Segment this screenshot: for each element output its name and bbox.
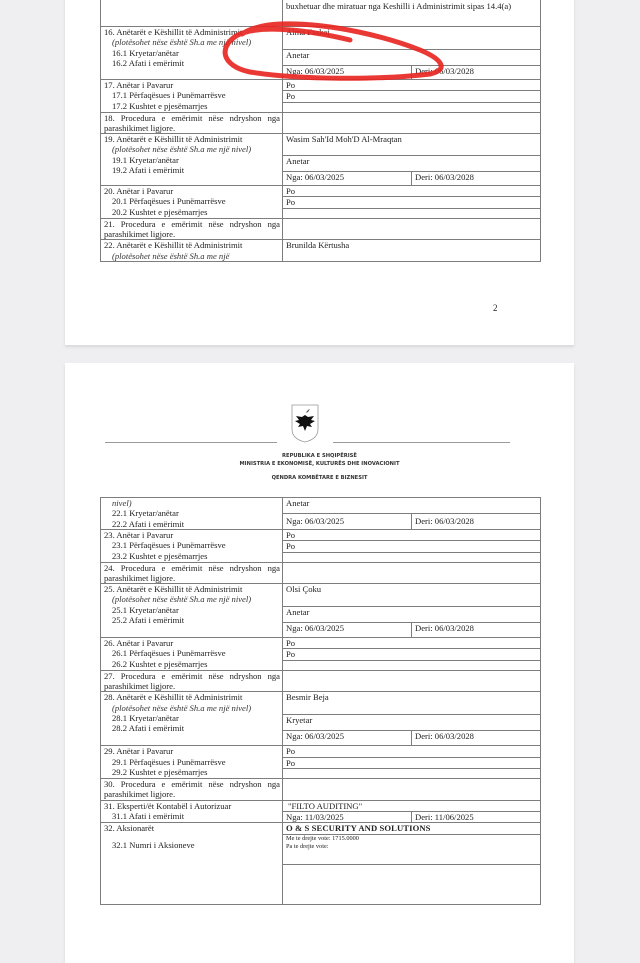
procedure-label: 18. Procedura e emërimit nëse ndryshon nga parashikimet ligjore. xyxy=(101,112,283,134)
term-end: Deri: 06/03/2028 xyxy=(412,623,541,638)
table-row xyxy=(101,240,541,262)
table-row xyxy=(101,186,541,197)
term-end: Deri: 06/03/2028 xyxy=(412,731,541,746)
procedure-value xyxy=(283,670,541,692)
shareholders-label: 32. Aksionarët 32.1 Numri i Aksioneve xyxy=(101,823,283,905)
auditor-name: "FILTO AUDITING" xyxy=(283,800,541,811)
independent-member-label: 29. Anëtar i Pavarur 29.1 Përfaqësues i Punëmarrësve 29.2 Kushtet e pjesëmarrjes xyxy=(101,746,283,779)
board-member-name: Besmir Beja xyxy=(283,692,541,715)
procedure-value xyxy=(283,562,541,584)
board-member-label: 28. Anëtarët e Këshillit të Administrimit (plotësohet nëse është Sh.a me një nivel) 28.1 Kryetar/anëtar 28.2 Afati i emërimit xyxy=(101,692,283,746)
employee-rep-value: Po xyxy=(283,91,541,102)
participation-terms-value xyxy=(283,768,541,778)
company-details-table xyxy=(100,497,541,905)
board-member-name: Alma Faskaj xyxy=(283,27,541,50)
table-row xyxy=(101,692,541,715)
table-row xyxy=(101,823,541,835)
participation-terms-value xyxy=(283,660,541,670)
board-member-name: Wasim Sah'Id Moh'D Al-Mraqtan xyxy=(283,134,541,156)
table-row xyxy=(101,27,541,50)
employee-rep-value: Po xyxy=(283,197,541,208)
board-member-label: 16. Anëtarët e Këshillit të Administrimit (plotësohet nëse është Sh.a me një nivel) 16.1 Kryetar/anëtar 16.2 Afati i emërimit xyxy=(101,27,283,80)
shareholder-name: O & S SECURITY AND SOLUTIONS xyxy=(283,823,541,835)
independent-value: Po xyxy=(283,638,541,649)
term-end: Deri: 06/03/2028 xyxy=(412,172,541,186)
term-start: Nga: 06/03/2025 xyxy=(283,66,412,80)
table-row xyxy=(101,530,541,541)
employee-rep-value: Po xyxy=(283,757,541,768)
non-voting-shares: Pa te drejte vote: xyxy=(286,842,329,850)
header-country: REPUBLIKA E SHQIPËRISË xyxy=(282,453,357,459)
board-member-label: nivel) 22.1 Kryetar/anëtar 22.2 Afati i emërimit xyxy=(101,498,283,530)
table-row xyxy=(101,0,541,27)
employee-rep-value: Po xyxy=(283,649,541,660)
independent-value: Po xyxy=(283,186,541,197)
independent-value: Po xyxy=(283,746,541,757)
term-start: Nga: 06/03/2025 xyxy=(283,623,412,638)
document-page-2 xyxy=(65,0,574,345)
independent-member-label: 20. Anëtar i Pavarur 20.1 Përfaqësues i Punëmarrësve 20.2 Kushtet e pjesëmarrjes xyxy=(101,186,283,219)
board-member-label: 25. Anëtarët e Këshillit të Administrimit (plotësohet nëse është Sh.a me një nivel) 25.1 Kryetar/anëtar 25.2 Afati i emërimit xyxy=(101,584,283,638)
header-ministry: MINISTRIA E EKONOMISË, KULTURËS DHE INOVACIONIT xyxy=(239,461,400,467)
term-start: Nga: 06/03/2025 xyxy=(283,514,412,530)
board-member-role: Anetar xyxy=(283,607,541,623)
table-row xyxy=(101,562,541,584)
board-member-role: Anetar xyxy=(283,498,541,514)
participation-terms-value xyxy=(283,208,541,218)
independent-value: Po xyxy=(283,80,541,91)
table-row xyxy=(101,112,541,134)
board-member-name: Olsi Çoku xyxy=(283,584,541,607)
table-row xyxy=(101,134,541,156)
table-row xyxy=(101,670,541,692)
header-rule-left xyxy=(105,442,277,443)
term-end: Deri: 06/03/2028 xyxy=(412,514,541,530)
procedure-value xyxy=(283,218,541,240)
table-row xyxy=(101,584,541,607)
voting-shares: Me te drejte vote: 1715.0000 xyxy=(286,835,359,843)
procedure-value xyxy=(283,778,541,800)
board-member-role: Anetar xyxy=(283,50,541,66)
table-row xyxy=(101,80,541,91)
procedure-label: 24. Procedura e emërimit nëse ndryshon nga parashikimet ligjore. xyxy=(101,562,283,584)
term-start: Nga: 06/03/2025 xyxy=(283,172,412,186)
table-row xyxy=(101,746,541,757)
independent-member-label: 17. Anëtar i Pavarur 17.1 Përfaqësues i Punëmarrësve 17.2 Kushtet e pjesëmarrjes xyxy=(101,80,283,113)
term-end: Deri: 11/06/2025 xyxy=(412,811,541,822)
board-member-role: Kryetar xyxy=(283,715,541,731)
term-end: Deri: 06/03/2028 xyxy=(412,66,541,80)
procedure-label: 27. Procedura e emërimit nëse ndryshon nga parashikimet ligjore. xyxy=(101,670,283,692)
independent-value: Po xyxy=(283,530,541,541)
procedure-label: 21. Procedura e emërimit nëse ndryshon nga parashikimet ligjore. xyxy=(101,218,283,240)
header-rule-right xyxy=(333,442,510,443)
procedure-label: 30. Procedura e emërimit nëse ndryshon nga parashikimet ligjore. xyxy=(101,778,283,800)
page-number: 2 xyxy=(493,303,498,313)
table-row xyxy=(101,638,541,649)
participation-terms-value xyxy=(283,552,541,562)
table-row xyxy=(101,218,541,240)
document-page-3 xyxy=(65,363,574,963)
board-member-label: 19. Anëtarët e Këshillit të Administrimit (plotësohet nëse është Sh.a me një nivel) 19.1 Kryetar/anëtar 19.2 Afati i emërimit xyxy=(101,134,283,186)
term-start: Nga: 06/03/2025 xyxy=(283,731,412,746)
procedure-value xyxy=(283,112,541,134)
albania-coat-of-arms-icon xyxy=(290,403,320,443)
independent-member-label: 23. Anëtar i Pavarur 23.1 Përfaqësues i Punëmarrësve 23.2 Kushtet e pjesëmarrjes xyxy=(101,530,283,563)
board-member-label: 22. Anëtarët e Këshillit të Administrimit (plotësohet nëse është Sh.a me një xyxy=(101,240,283,262)
participation-terms-value xyxy=(283,102,541,112)
term-start: Nga: 11/03/2025 xyxy=(283,811,412,822)
header-agency: QENDRA KOMBËTARE E BIZNESIT xyxy=(271,475,368,481)
board-member-role: Anetar xyxy=(283,156,541,172)
employee-rep-value: Po xyxy=(283,541,541,552)
previous-row-value: buxhetuar dhe miratuar nga Keshilli i Administrimit sipas 14.4(a) xyxy=(283,0,541,27)
company-details-table xyxy=(100,0,541,262)
table-row xyxy=(101,778,541,800)
table-row xyxy=(101,498,541,514)
share-counts xyxy=(283,835,541,865)
auditor-label: 31. Eksperti/ët Kontabël i Autorizuar 31.1 Afati i emërimit xyxy=(101,800,283,823)
table-row xyxy=(101,800,541,811)
independent-member-label: 26. Anëtar i Pavarur 26.1 Përfaqësues i Punëmarrësve 26.2 Kushtet e pjesëmarrjes xyxy=(101,638,283,671)
board-member-name: Brunilda Kërtusha xyxy=(283,240,541,262)
